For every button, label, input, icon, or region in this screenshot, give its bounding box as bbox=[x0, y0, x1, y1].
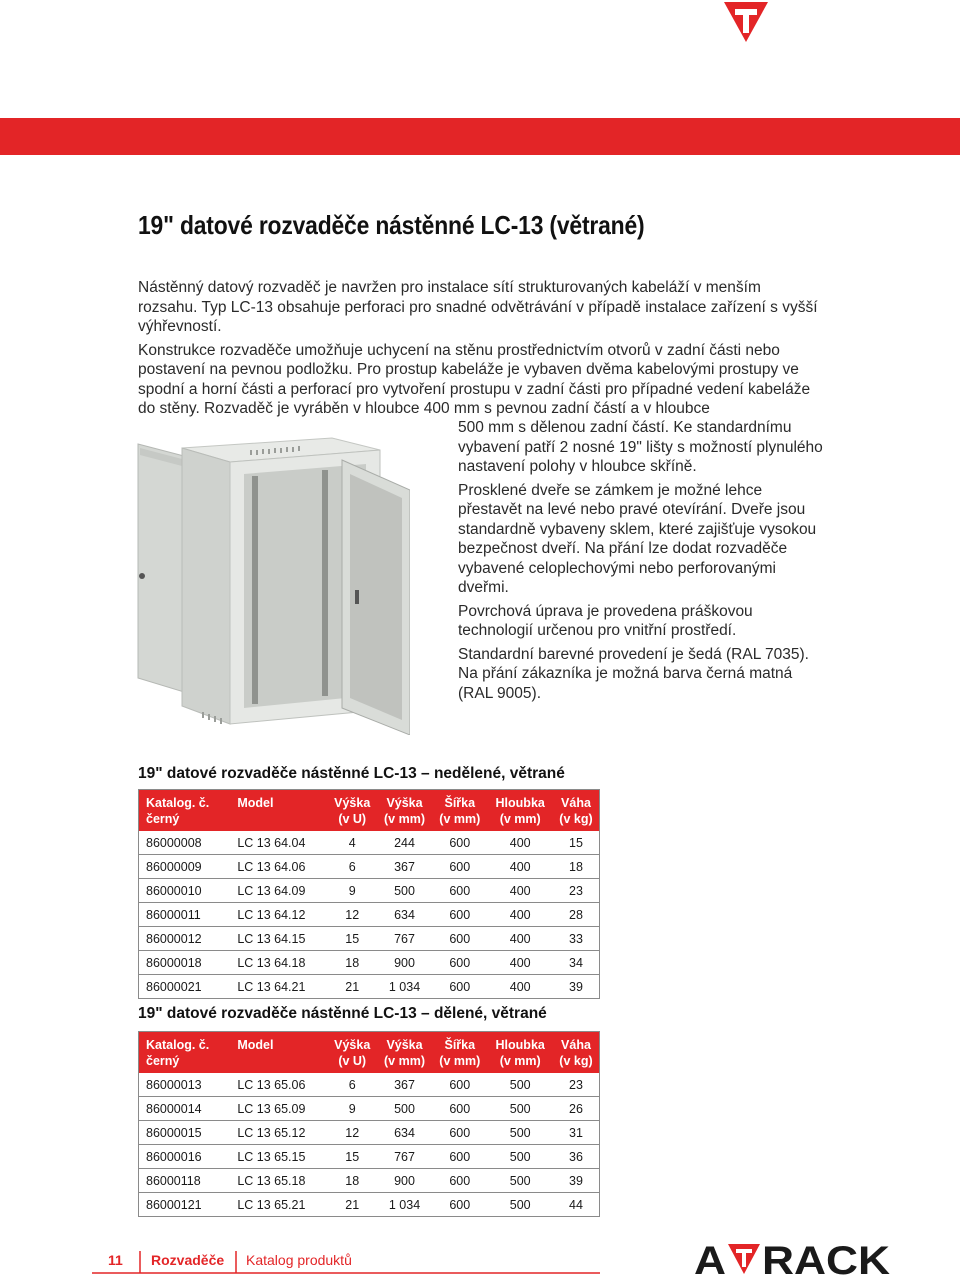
side-paragraph: Povrchová úprava je provedena práškovou technologií určenou pro vnitřní prostředí. bbox=[458, 602, 753, 639]
table-cell: LC 13 65.15 bbox=[230, 1145, 327, 1169]
table-cell: 634 bbox=[377, 1121, 432, 1145]
table-row bbox=[139, 1097, 600, 1121]
table-cell: 500 bbox=[377, 1097, 432, 1121]
table-cell: 600 bbox=[432, 1193, 487, 1217]
side-paragraph: Prosklené dveře se zámkem je možné lehce přestavět na levé nebo pravé otevírání. Dveře jsou standardně vybaveny sklem, které zajišťuje vysokou bezpečnost dveří. Na přání lze dodat rozvaděče vybavené celoplechovými nebo perforovanými dveřmi. bbox=[458, 481, 817, 596]
page-number: 11 bbox=[108, 1252, 123, 1268]
table-cell: 31 bbox=[553, 1121, 600, 1145]
col-height-u: Výška (v U) bbox=[328, 1032, 377, 1074]
intro-paragraph: Nástěnný datový rozvaděč je navržen pro instalace sítí strukturovaných kabeláží v menším rozsahu. Typ LC-13 obsahuje perforaci pro snadné odvětrávání v případě instalace zařízení s vyšší výhřevností. bbox=[138, 279, 818, 335]
table-cell: 36 bbox=[553, 1145, 600, 1169]
table-cell: 900 bbox=[377, 1169, 432, 1193]
table-cell: 23 bbox=[569, 1078, 583, 1092]
col-weight: Váha (v kg) bbox=[553, 790, 600, 832]
table-row bbox=[139, 927, 600, 951]
col-model: Model bbox=[230, 1032, 327, 1074]
table-cell: 6 bbox=[328, 855, 377, 879]
table-cell: 400 bbox=[487, 975, 553, 999]
table-cell: 39 bbox=[553, 1169, 600, 1193]
table-cell: 400 bbox=[487, 855, 553, 879]
table-cell: 500 bbox=[487, 1193, 553, 1217]
side-paragraph: 500 mm s dělenou zadní částí. Ke standardnímu vybavení patří 2 nosné 19" lišty s možností plynulého nastavení polohy v hloubce skříně. bbox=[458, 419, 823, 475]
table-cell: LC 13 65.21 bbox=[230, 1193, 327, 1217]
table-cell: 600 bbox=[449, 836, 471, 850]
table-cell: 900 bbox=[377, 951, 432, 975]
col-width: Šířka (v mm) bbox=[432, 1032, 487, 1074]
table-cell: 18 bbox=[328, 1169, 377, 1193]
table-cell: 500 bbox=[487, 1145, 553, 1169]
table1-heading: 19" datové rozvaděče nástěnné LC-13 – nedělené, větrané bbox=[138, 765, 565, 782]
table-row bbox=[139, 975, 600, 999]
table-cell: 18 bbox=[328, 951, 377, 975]
page-title: 19" datové rozvaděče nástěnné LC-13 (větrané) bbox=[138, 210, 645, 240]
table-cell: 6 bbox=[348, 1078, 356, 1092]
col-height-mm: Výška (v mm) bbox=[377, 1032, 432, 1074]
table-cell: 86000013 bbox=[146, 1078, 202, 1092]
table-cell: 767 bbox=[377, 1145, 432, 1169]
footer-catalog-label: Katalog produktů bbox=[246, 1252, 352, 1268]
table-cell: LC 13 64.09 bbox=[230, 879, 327, 903]
table-cell: 600 bbox=[432, 1121, 487, 1145]
table-header-row bbox=[139, 1032, 600, 1074]
table-cell: LC 13 64.06 bbox=[230, 855, 327, 879]
table-row bbox=[139, 951, 600, 975]
col-height-u: Výška (v U) bbox=[328, 790, 377, 832]
table-cell: 600 bbox=[432, 927, 487, 951]
table-cell: LC 13 64.15 bbox=[230, 927, 327, 951]
table-cell: 600 bbox=[449, 1078, 471, 1092]
table2 bbox=[138, 1031, 600, 1217]
table-row bbox=[139, 1145, 600, 1169]
table-cell: 12 bbox=[328, 1121, 377, 1145]
table-cell: 86000012 bbox=[139, 927, 231, 951]
table-cell: 1 034 bbox=[377, 975, 432, 999]
table-cell: 15 bbox=[328, 927, 377, 951]
col-catalog: Katalog. č. černý bbox=[139, 1032, 231, 1074]
col-height-mm: Výška (v mm) bbox=[377, 790, 432, 832]
table-cell: 600 bbox=[432, 951, 487, 975]
side-text bbox=[458, 418, 828, 707]
table-cell: 244 bbox=[394, 836, 415, 850]
table-cell: 86000015 bbox=[139, 1121, 231, 1145]
table-cell: 86000016 bbox=[139, 1145, 231, 1169]
table-cell: LC 13 64.18 bbox=[230, 951, 327, 975]
table-cell: 600 bbox=[432, 1097, 487, 1121]
table-header-row bbox=[139, 790, 600, 832]
table-cell: 15 bbox=[569, 836, 583, 850]
table-cell: 9 bbox=[328, 1097, 377, 1121]
table-cell: LC 13 65.06 bbox=[237, 1078, 306, 1092]
table-cell: 600 bbox=[432, 879, 487, 903]
svg-text:A: A bbox=[694, 1239, 726, 1278]
table-cell: 12 bbox=[328, 903, 377, 927]
table-cell: 21 bbox=[328, 975, 377, 999]
intro-text bbox=[138, 278, 818, 419]
table-cell: 600 bbox=[432, 855, 487, 879]
table-cell: 400 bbox=[487, 903, 553, 927]
atrack-brand-logo bbox=[694, 1238, 892, 1278]
atrack-top-logo-icon bbox=[722, 0, 770, 44]
table-cell: 500 bbox=[377, 879, 432, 903]
table-cell: 86000121 bbox=[139, 1193, 231, 1217]
table-cell: 400 bbox=[487, 927, 553, 951]
table-cell: 18 bbox=[553, 855, 600, 879]
table-cell: LC 13 65.18 bbox=[230, 1169, 327, 1193]
table-cell: 400 bbox=[509, 836, 531, 850]
table-cell: 367 bbox=[377, 855, 432, 879]
table-cell: 39 bbox=[553, 975, 600, 999]
table2-heading: 19" datové rozvaděče nástěnné LC-13 – dělené, větrané bbox=[138, 1005, 547, 1022]
table-cell: 600 bbox=[432, 1169, 487, 1193]
table-row bbox=[139, 903, 600, 927]
table-cell: 500 bbox=[509, 1078, 531, 1092]
table-cell: 600 bbox=[432, 1145, 487, 1169]
table-cell: 86000018 bbox=[139, 951, 231, 975]
table-cell: 500 bbox=[487, 1169, 553, 1193]
intro-paragraph: Konstrukce rozvaděče umožňuje uchycení na stěnu prostřednictvím otvorů v zadní části nebo postavení na pevnou podložku. Pro prostup kabeláže je vybaven dvěma kabelovými prostupy ve spodní a horní části a perforací pro vytvoření prostupu v zadní části pro případné vedení kabeláže do stěny. Rozvaděč je vyráběn v hloubce 400 mm s pevnou zadní částí a v hloubce bbox=[138, 341, 811, 417]
table-cell: 26 bbox=[553, 1097, 600, 1121]
col-depth: Hloubka (v mm) bbox=[487, 790, 553, 832]
table-row bbox=[139, 831, 600, 855]
table-row bbox=[139, 1121, 600, 1145]
header-band bbox=[0, 118, 960, 155]
table1-body bbox=[139, 831, 600, 999]
col-model: Model bbox=[230, 790, 327, 832]
table-cell: 15 bbox=[328, 1145, 377, 1169]
table-cell: 500 bbox=[487, 1121, 553, 1145]
table1 bbox=[138, 789, 600, 999]
table-cell: 634 bbox=[377, 903, 432, 927]
table-cell: 23 bbox=[553, 879, 600, 903]
table-cell: 86000118 bbox=[139, 1169, 231, 1193]
table-cell: 600 bbox=[432, 975, 487, 999]
col-catalog: Katalog. č. černý bbox=[139, 790, 231, 832]
table-cell: 767 bbox=[377, 927, 432, 951]
table-cell: LC 13 64.21 bbox=[230, 975, 327, 999]
table-cell: 86000009 bbox=[139, 855, 231, 879]
footer-section-label: Rozvaděče bbox=[151, 1252, 225, 1268]
cabinet-image bbox=[132, 430, 410, 735]
table-cell: 367 bbox=[394, 1078, 415, 1092]
table-row bbox=[139, 1193, 600, 1217]
table-row bbox=[139, 855, 600, 879]
table-cell: 86000008 bbox=[146, 836, 202, 850]
table-row bbox=[139, 1169, 600, 1193]
table-cell: 1 034 bbox=[377, 1193, 432, 1217]
table-cell: 86000010 bbox=[139, 879, 231, 903]
col-width: Šířka (v mm) bbox=[432, 790, 487, 832]
table-cell: 28 bbox=[553, 903, 600, 927]
side-paragraph: Standardní barevné provedení je šedá (RAL 7035). Na přání zákazníka je možná barva černá matná (RAL 9005). bbox=[458, 645, 809, 702]
table-cell: LC 13 65.12 bbox=[230, 1121, 327, 1145]
table-cell: 33 bbox=[553, 927, 600, 951]
svg-text:RACK: RACK bbox=[762, 1239, 891, 1278]
table-cell: 4 bbox=[348, 836, 356, 850]
table-cell: 500 bbox=[487, 1097, 553, 1121]
table-cell: 86000011 bbox=[139, 903, 231, 927]
col-depth: Hloubka (v mm) bbox=[487, 1032, 553, 1074]
table-cell: LC 13 64.12 bbox=[230, 903, 327, 927]
table-cell: 86000021 bbox=[139, 975, 231, 999]
table2-body bbox=[139, 1073, 600, 1217]
table-cell: 400 bbox=[487, 951, 553, 975]
table-row bbox=[139, 1073, 600, 1097]
table-cell: 86000014 bbox=[139, 1097, 231, 1121]
table-cell: 21 bbox=[328, 1193, 377, 1217]
table-cell: LC 13 64.04 bbox=[237, 836, 306, 850]
table-cell: 600 bbox=[432, 903, 487, 927]
table-cell: 9 bbox=[328, 879, 377, 903]
table-cell: 44 bbox=[553, 1193, 600, 1217]
col-weight: Váha (v kg) bbox=[553, 1032, 600, 1074]
table-cell: 34 bbox=[553, 951, 600, 975]
table-cell: 400 bbox=[487, 879, 553, 903]
table-cell: LC 13 65.09 bbox=[230, 1097, 327, 1121]
table-row bbox=[139, 879, 600, 903]
